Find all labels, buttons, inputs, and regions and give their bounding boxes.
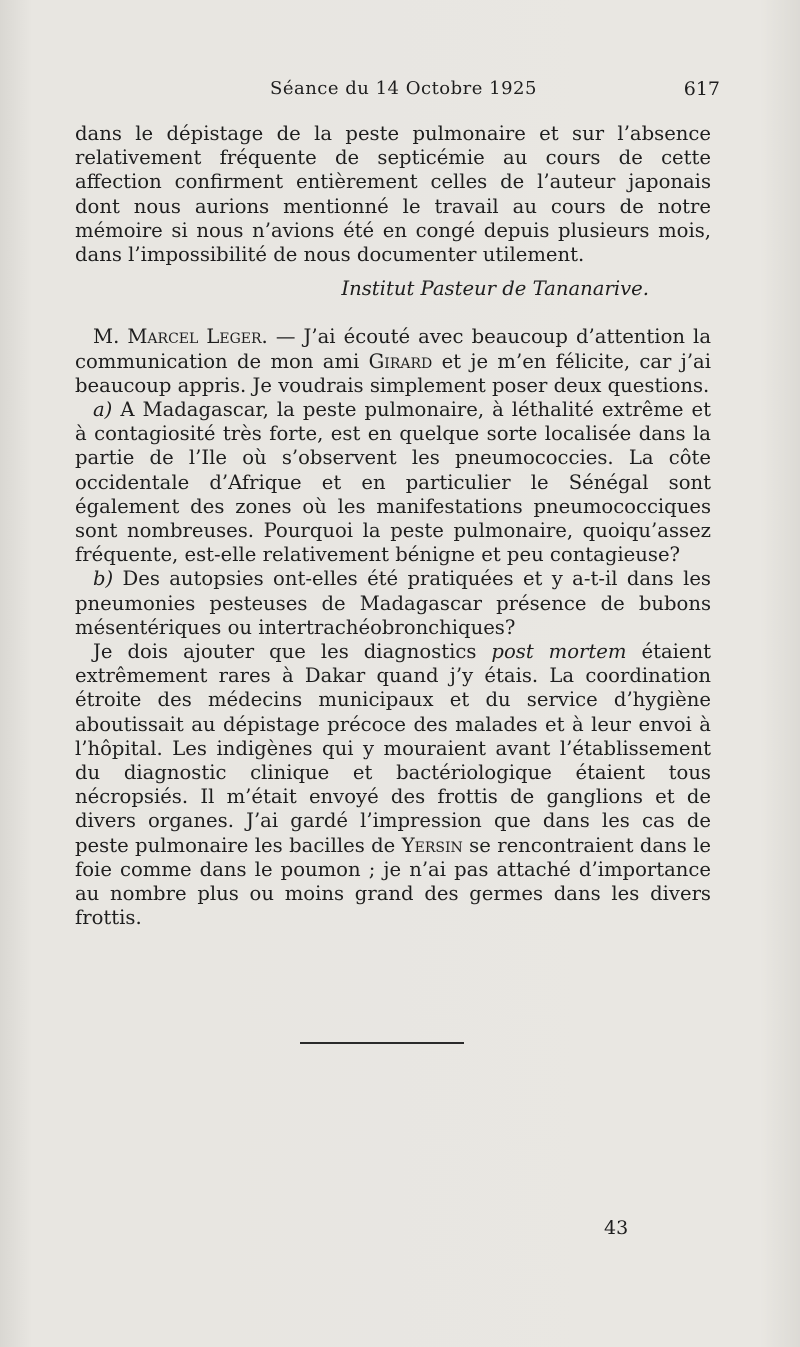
- paragraph-2-text-b: et je m’en félicite, car j’ai beaucoup appris. Je voudrais simplement poser deux questions.: [75, 349, 711, 397]
- speaker-name: M. Marcel Leger.: [93, 325, 268, 349]
- section-end-rule: [300, 1042, 464, 1044]
- paragraph-1: dans le dépistage de la peste pulmonaire et sur l’absence relativement fréquente de septicémie au cours de cette affection confirment entièrement celles de l’auteur japonais dont nous aurions mentionné le travail au cours de notre mémoire si nous n’avions été en congé depuis plusieurs mois, dans l’impossibilité de nous documenter utilement.: [75, 122, 711, 267]
- paragraph-5-text-a: Je dois ajouter que les diagnostics: [93, 640, 492, 664]
- page-number: 617: [683, 78, 720, 100]
- author-name-yersin: Yersin: [401, 833, 463, 857]
- post-mortem-term: post mortem: [491, 640, 627, 664]
- paragraph-4: [75, 567, 711, 640]
- question-a-text: A Madagascar, la peste pulmonaire, à léthalité extrême et à contagiosité très forte, est en quelque sorte localisée dans la partie de l’Ile où s’observent les pneumococcies. La côte occidentale d’Afrique et en particulier le Sénégal sont également des zones où les manifestations pneumococciques sont nombreuses. Pourquoi la peste pulmonaire, quoiqu’assez fréquente, est-elle relativement bénigne et peu contagieuse?: [75, 398, 711, 567]
- paragraph-3: [75, 398, 711, 567]
- author-name-girard: Girard: [368, 349, 433, 373]
- paragraph-5: [75, 640, 711, 930]
- running-head: [75, 78, 720, 108]
- signature-mark: 43: [604, 1217, 629, 1239]
- body-text: [75, 122, 711, 931]
- question-b-label: b): [93, 567, 114, 591]
- paragraph-5-text-b: étaient extrêmement rares à Dakar quand j’y étais. La coordination étroite des médecins municipaux et du service d’hygiène aboutissait au dépistage précoce des malades et à leur envoi à l’hôpital. Les indigènes qui y mouraient avant l’établissement du diagnostic clinique et bactériologique étaient tous nécropsiés. Il m’était envoyé des frottis de ganglions et de divers organes. J’ai gardé l’impression que dans les cas de peste pulmonaire les bacilles de: [75, 640, 711, 857]
- paragraph-5-text-c: se rencontraient dans le foie comme dans le poumon ; je n’ai pas attaché d’importance au nombre plus ou moins grand des germes dans les divers frottis.: [75, 833, 712, 930]
- paragraph-2: [75, 325, 711, 398]
- question-a-label: a): [93, 398, 113, 422]
- paragraph-2-text-a: — J’ai écouté avec beaucoup d’attention la communication de mon ami: [75, 325, 712, 373]
- running-title: Séance du 14 Octobre 1925: [270, 78, 537, 99]
- question-b-text: Des autopsies ont-elles été pratiquées et y a-t-il dans les pneumonies pesteuses de Madagascar présence de bubons mésentériques ou intertrachéobronchiques?: [75, 567, 711, 639]
- institute-signature: Institut Pasteur de Tananarive.: [341, 277, 649, 301]
